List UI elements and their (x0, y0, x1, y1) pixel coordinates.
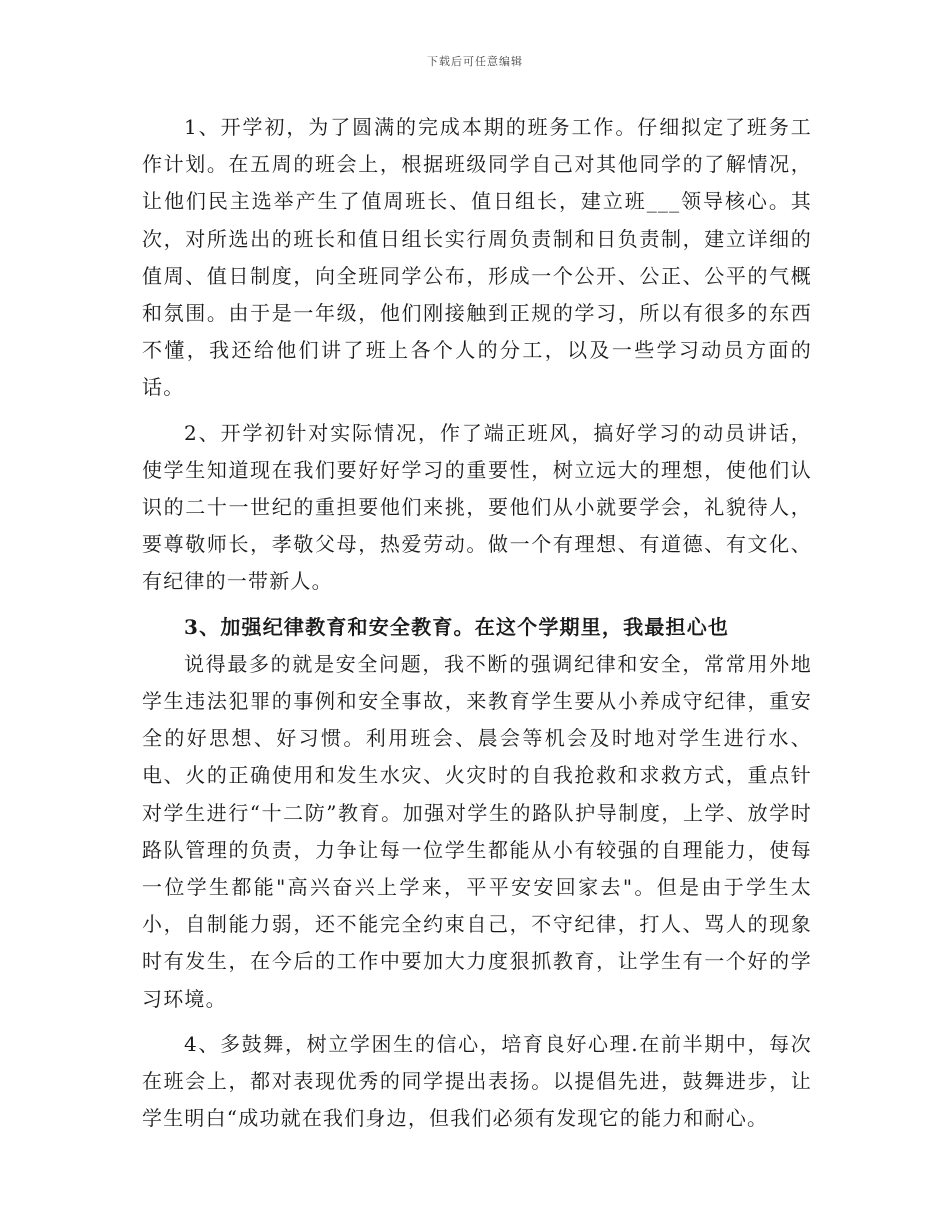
page-header: 下载后可任意编辑 (427, 55, 523, 68)
paragraph-1: 1、开学初，为了圆满的完成本期的班务工作。仔细拟定了班务工作计划。在五周的班会上，根据班级同学自己对其他同学的了解情况，让他们民主选举产生了值周班长、值日组长，建立班___领导核心。其次，对所选出的班长和值日组长实行周负责制和日负责制，建立详细的值周、值日制度，向全班同学公布，形成一个公开、公正、公平的气概和氛围。由于是一年级，他们刚接触到正规的学习，所以有很多的东西不懂，我还给他们讲了班上各个人的分工，以及一些学习动员方面的话。 (142, 115, 812, 400)
paragraph-4: 4、多鼓舞，树立学困生的信心，培育良好心理.在前半期中，每次在班会上，都对表现优秀的同学提出表扬。以提倡先进，鼓舞进步，让学生明白“成功就在我们身边，但我们必须有发现它的能力和耐心。 (142, 1031, 812, 1131)
document-body (142, 109, 812, 1145)
paragraph-3-heading: 3、加强纪律教育和安全教育。在这个学期里，我最担心也 (184, 614, 730, 639)
paragraph-3-body: 说得最多的就是安全问题，我不断的强调纪律和安全，常常用外地学生违法犯罪的事例和安全事故，来教育学生要从小养成守纪律，重安全的好思想、好习惯。利用班会、晨会等机会及时地对学生进行水、电、火的正确使用和发生水灾、火灾时的自我抢救和求救方式，重点针对学生进行“十二防”教育。加强对学生的路队护导制度，上学、放学时路队管理的负责，力争让每一位学生都能从小有较强的自理能力，使每一位学生都能"高兴奋兴上学来，平平安安回家去"。但是由于学生太小，自制能力弱，还不能完全约束自己，不守纪律，打人、骂人的现象时有发生，在今后的工作中要加大力度狠抓教育，让学生有一个好的学习环境。 (142, 651, 812, 1011)
paragraph-2: 2、开学初针对实际情况，作了端正班风，搞好学习的动员讲话，使学生知道现在我们要好好学习的重要性，树立远大的理想，使他们认识的二十一世纪的重担要他们来挑，要他们从小就要学会，礼貌待人，要尊敬师长，孝敬父母，热爱劳动。做一个有理想、有道德、有文化、有纪律的一带新人。 (142, 420, 812, 594)
